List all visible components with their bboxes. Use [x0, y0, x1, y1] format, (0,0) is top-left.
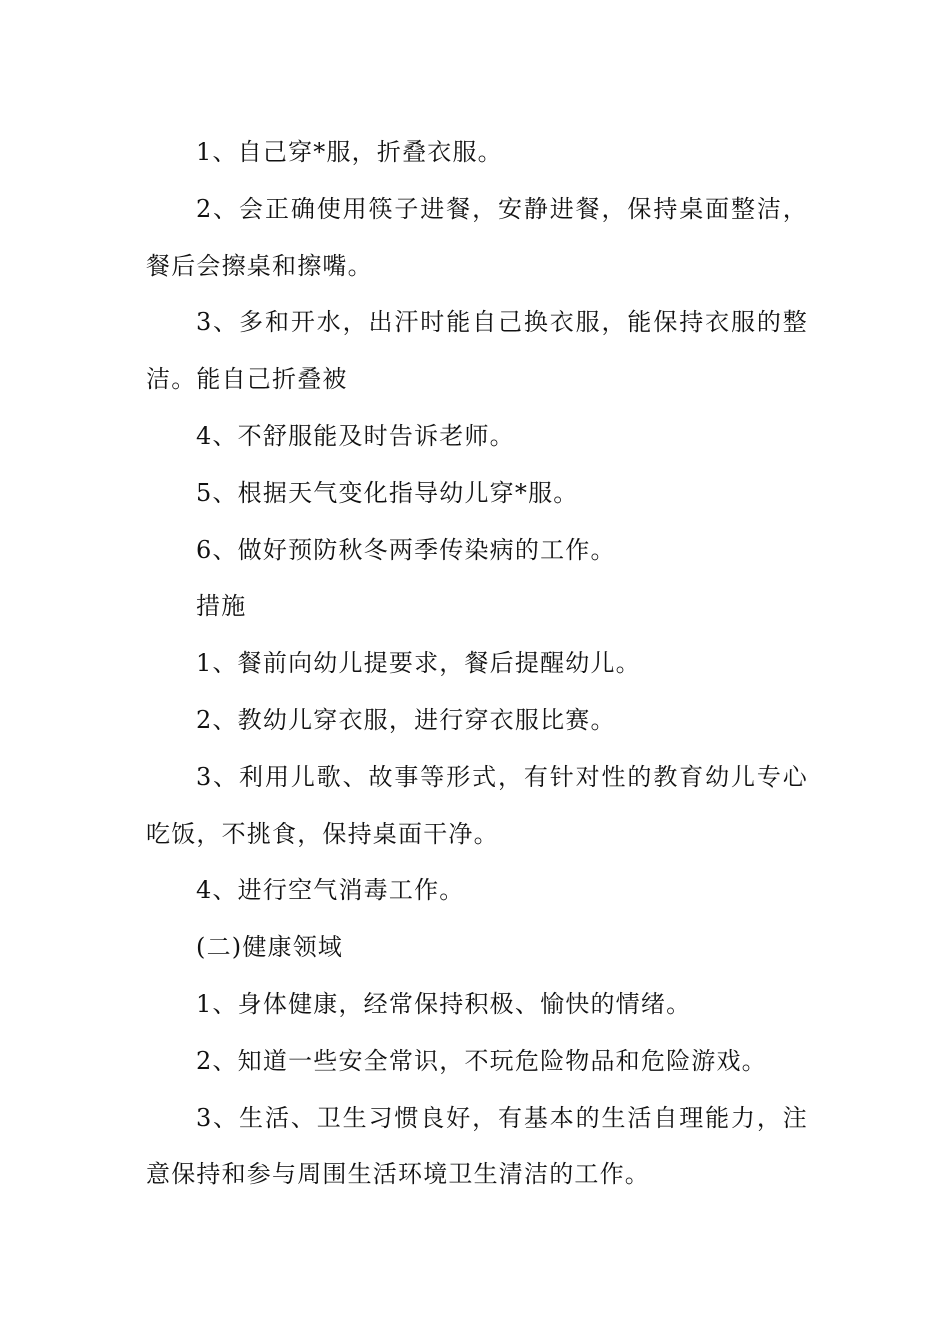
- paragraph-10: 4、进行空气消毒工作。: [196, 876, 465, 905]
- paragraph-6: 6、做好预防秋冬两季传染病的工作。: [196, 535, 616, 564]
- paragraph-3: 3、多和开水，出汗时能自己换衣服，能保持衣服的整洁。能自己折叠被: [146, 308, 808, 394]
- paragraph-9: 3、利用儿歌、故事等形式，有针对性的教育幼儿专心吃饭，不挑食，保持桌面干净。: [146, 762, 808, 848]
- paragraph-8: 2、教幼儿穿衣服，进行穿衣服比赛。: [196, 705, 616, 734]
- paragraph-11: 1、身体健康，经常保持积极、愉快的情绪。: [196, 989, 692, 1018]
- section-heading-health: (二)健康领域: [196, 933, 344, 962]
- paragraph-2: 2、会正确使用筷子进餐，安静进餐，保持桌面整洁，餐后会擦桌和擦嘴。: [146, 194, 808, 280]
- paragraph-1: 1、自己穿*服，折叠衣服。: [196, 138, 503, 166]
- paragraph-13: 3、生活、卫生习惯良好，有基本的生活自理能力，注意保持和参与周围生活环境卫生清洁的工作。: [146, 1103, 808, 1189]
- document-body: [146, 124, 808, 1203]
- paragraph-12: 2、知道一些安全常识，不玩危险物品和危险游戏。: [196, 1046, 767, 1075]
- paragraph-7: 1、餐前向幼儿提要求，餐后提醒幼儿。: [196, 649, 641, 678]
- paragraph-5: 5、根据天气变化指导幼儿穿*服。: [196, 478, 579, 507]
- paragraph-4: 4、不舒服能及时告诉老师。: [196, 421, 515, 450]
- section-heading-measures: 措施: [196, 592, 247, 621]
